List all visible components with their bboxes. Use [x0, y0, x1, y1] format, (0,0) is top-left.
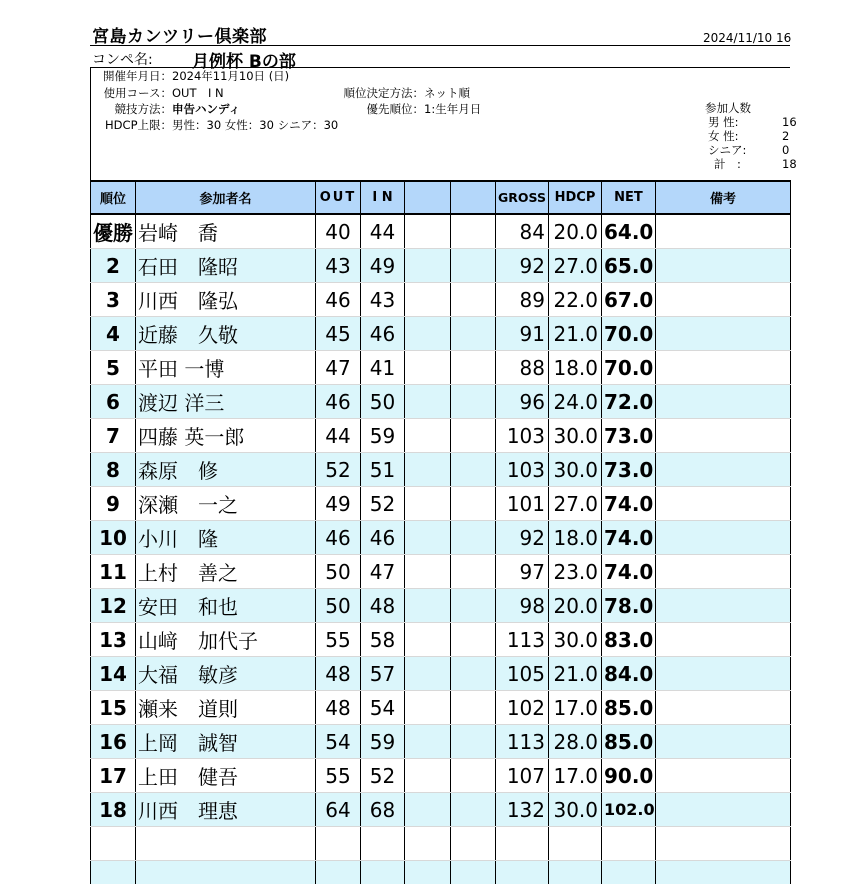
remarks-cell	[656, 317, 791, 351]
stat-total	[705, 157, 797, 171]
blank-cell	[405, 249, 451, 283]
stat-female-value: 2	[782, 129, 790, 143]
gross-cell: 84	[496, 214, 549, 249]
blank-cell	[451, 827, 496, 861]
out-cell: 44	[316, 419, 361, 453]
in-cell: 44	[361, 214, 405, 249]
table-row	[91, 249, 791, 283]
gross-cell: 101	[496, 487, 549, 521]
club-name: 宮島カンツリー倶楽部	[92, 27, 267, 47]
rank-cell: 11	[91, 555, 136, 589]
name-cell: 近藤 久敬	[136, 317, 316, 351]
table-row	[91, 759, 791, 793]
out-cell: 46	[316, 385, 361, 419]
info-ranking-label: 順位決定方法：	[343, 86, 424, 100]
table-row	[91, 283, 791, 317]
remarks-cell	[656, 555, 791, 589]
gross-cell: 107	[496, 759, 549, 793]
net-cell: 78.0	[602, 589, 656, 623]
info-course-label: 使用コース：	[103, 86, 172, 100]
remarks-cell	[656, 249, 791, 283]
gross-cell: 113	[496, 725, 549, 759]
rank-cell: 17	[91, 759, 136, 793]
table-row	[91, 351, 791, 385]
net-cell: 90.0	[602, 759, 656, 793]
info-method-label: 競技方法：	[114, 102, 172, 116]
print-date: 2024/11/10 16	[703, 31, 792, 45]
blank-cell	[451, 453, 496, 487]
out-cell: 48	[316, 657, 361, 691]
name-cell: 石田 隆昭	[136, 249, 316, 283]
stat-male-value: 16	[782, 115, 797, 129]
stat-male	[705, 115, 797, 129]
hdcp-cell: 30.0	[549, 453, 602, 487]
info-date	[96, 68, 289, 84]
in-cell: 51	[361, 453, 405, 487]
net-cell: 70.0	[602, 351, 656, 385]
name-cell: 上岡 誠智	[136, 725, 316, 759]
blank-cell	[405, 725, 451, 759]
stat-total-label: 計 :	[714, 157, 741, 171]
in-cell: 46	[361, 317, 405, 351]
header-net: NET	[602, 181, 656, 214]
in-cell: 48	[361, 589, 405, 623]
gross-cell: 88	[496, 351, 549, 385]
header-gross: GROSS	[496, 181, 549, 214]
table-row	[91, 487, 791, 521]
rank-cell: 5	[91, 351, 136, 385]
in-cell	[361, 827, 405, 861]
name-cell: 上田 健吾	[136, 759, 316, 793]
info-priority	[330, 101, 481, 117]
name-cell: 森原 修	[136, 453, 316, 487]
empty-row	[91, 861, 791, 884]
info-method	[96, 101, 240, 117]
blank-cell	[451, 351, 496, 385]
gross-cell: 96	[496, 385, 549, 419]
compe-name: 月例杯 Bの部	[192, 52, 296, 72]
table-row	[91, 657, 791, 691]
results-body	[91, 214, 791, 884]
hdcp-cell: 21.0	[549, 657, 602, 691]
table-row	[91, 793, 791, 827]
blank-cell	[405, 283, 451, 317]
remarks-cell	[656, 725, 791, 759]
net-cell: 73.0	[602, 453, 656, 487]
remarks-cell	[656, 793, 791, 827]
name-cell: 瀬来 道則	[136, 691, 316, 725]
name-cell: 川西 隆弘	[136, 283, 316, 317]
table-row	[91, 453, 791, 487]
net-cell: 83.0	[602, 623, 656, 657]
name-cell: 山﨑 加代子	[136, 623, 316, 657]
in-cell: 68	[361, 793, 405, 827]
rank-cell: 16	[91, 725, 136, 759]
gross-cell: 97	[496, 555, 549, 589]
gross-cell	[496, 861, 549, 884]
in-cell: 59	[361, 419, 405, 453]
net-cell: 64.0	[602, 214, 656, 249]
rank-cell: 6	[91, 385, 136, 419]
rank-cell: 3	[91, 283, 136, 317]
out-cell: 54	[316, 725, 361, 759]
blank-cell	[451, 555, 496, 589]
info-ranking	[330, 85, 470, 101]
gross-cell	[496, 827, 549, 861]
blank-cell	[451, 725, 496, 759]
blank-cell	[405, 317, 451, 351]
blank-cell	[405, 623, 451, 657]
hdcp-cell: 24.0	[549, 385, 602, 419]
out-cell: 55	[316, 759, 361, 793]
info-frame-left	[90, 67, 91, 180]
remarks-cell	[656, 691, 791, 725]
info-hdcp-label: HDCP上限：	[105, 118, 172, 132]
hdcp-cell: 22.0	[549, 283, 602, 317]
gross-cell: 132	[496, 793, 549, 827]
rank-cell	[91, 861, 136, 884]
remarks-cell	[656, 453, 791, 487]
table-row	[91, 317, 791, 351]
net-cell: 72.0	[602, 385, 656, 419]
stat-senior	[705, 143, 797, 157]
table-row	[91, 589, 791, 623]
stat-senior-value: 0	[782, 143, 790, 157]
rank-cell: 15	[91, 691, 136, 725]
hdcp-cell: 27.0	[549, 487, 602, 521]
info-course	[96, 85, 224, 101]
remarks-cell	[656, 521, 791, 555]
header-in: I N	[361, 181, 405, 214]
remarks-cell	[656, 419, 791, 453]
table-row	[91, 691, 791, 725]
blank-cell	[405, 453, 451, 487]
name-cell: 平田 一博	[136, 351, 316, 385]
out-cell	[316, 861, 361, 884]
in-cell	[361, 861, 405, 884]
gross-cell: 91	[496, 317, 549, 351]
in-cell: 46	[361, 521, 405, 555]
blank-cell	[405, 419, 451, 453]
remarks-cell	[656, 214, 791, 249]
out-cell: 45	[316, 317, 361, 351]
name-cell: 渡辺 洋三	[136, 385, 316, 419]
stat-female	[705, 129, 797, 143]
info-priority-label: 優先順位：	[366, 102, 424, 116]
hdcp-cell: 23.0	[549, 555, 602, 589]
info-method-value: 申告ハンディ	[172, 102, 241, 116]
in-cell: 52	[361, 759, 405, 793]
blank-cell	[451, 657, 496, 691]
in-cell: 57	[361, 657, 405, 691]
out-cell: 46	[316, 283, 361, 317]
net-cell: 74.0	[602, 555, 656, 589]
in-cell: 43	[361, 283, 405, 317]
gross-cell: 98	[496, 589, 549, 623]
name-cell: 安田 和也	[136, 589, 316, 623]
blank-cell	[405, 385, 451, 419]
hdcp-cell: 20.0	[549, 214, 602, 249]
header-rank: 順位	[91, 181, 136, 214]
stat-male-label: 男 性:	[708, 115, 739, 129]
out-cell: 49	[316, 487, 361, 521]
hdcp-cell: 30.0	[549, 419, 602, 453]
stat-total-value: 18	[782, 157, 797, 171]
net-cell: 85.0	[602, 725, 656, 759]
blank-cell	[451, 214, 496, 249]
hdcp-cell: 28.0	[549, 725, 602, 759]
blank-cell	[405, 214, 451, 249]
hdcp-cell	[549, 827, 602, 861]
hdcp-cell: 20.0	[549, 589, 602, 623]
compe-row	[90, 46, 790, 72]
out-cell: 50	[316, 555, 361, 589]
in-cell: 52	[361, 487, 405, 521]
info-course-value: OUT I N	[172, 86, 224, 100]
blank-cell	[451, 317, 496, 351]
remarks-cell	[656, 623, 791, 657]
name-cell: 深瀬 一之	[136, 487, 316, 521]
in-cell: 49	[361, 249, 405, 283]
in-cell: 47	[361, 555, 405, 589]
hdcp-cell: 17.0	[549, 691, 602, 725]
blank-cell	[451, 861, 496, 884]
header-name: 参加者名	[136, 181, 316, 214]
out-cell: 43	[316, 249, 361, 283]
header-remarks: 備考	[656, 181, 791, 214]
rank-cell	[91, 827, 136, 861]
name-cell: 大福 敏彦	[136, 657, 316, 691]
rank-cell: 8	[91, 453, 136, 487]
net-cell: 67.0	[602, 283, 656, 317]
header-out: OUT	[316, 181, 361, 214]
blank-cell	[451, 623, 496, 657]
out-cell	[316, 827, 361, 861]
blank-cell	[451, 759, 496, 793]
hdcp-cell: 27.0	[549, 249, 602, 283]
out-cell: 47	[316, 351, 361, 385]
stat-senior-label: シニア:	[708, 143, 747, 157]
hdcp-cell: 17.0	[549, 759, 602, 793]
info-ranking-value: ネット順	[424, 86, 470, 100]
rank-cell: 18	[91, 793, 136, 827]
remarks-cell	[656, 589, 791, 623]
remarks-cell	[656, 385, 791, 419]
info-hdcp	[96, 117, 338, 133]
hdcp-cell	[549, 861, 602, 884]
info-priority-value: 1:生年月日	[424, 102, 482, 116]
out-cell: 52	[316, 453, 361, 487]
header-blank-2	[451, 181, 496, 214]
rank-cell: 2	[91, 249, 136, 283]
out-cell: 40	[316, 214, 361, 249]
net-cell: 65.0	[602, 249, 656, 283]
net-cell: 74.0	[602, 487, 656, 521]
in-cell: 59	[361, 725, 405, 759]
in-cell: 50	[361, 385, 405, 419]
blank-cell	[451, 487, 496, 521]
net-cell: 74.0	[602, 521, 656, 555]
info-date-value: 2024年11月10日 (日)	[172, 69, 290, 83]
rank-cell: 12	[91, 589, 136, 623]
remarks-cell	[656, 283, 791, 317]
blank-cell	[405, 691, 451, 725]
info-date-label: 開催年月日：	[103, 69, 172, 83]
out-cell: 50	[316, 589, 361, 623]
table-row	[91, 521, 791, 555]
participant-stats	[705, 101, 797, 171]
remarks-cell	[656, 861, 791, 884]
name-cell	[136, 861, 316, 884]
gross-cell: 89	[496, 283, 549, 317]
header-blank-1	[405, 181, 451, 214]
out-cell: 55	[316, 623, 361, 657]
gross-cell: 103	[496, 453, 549, 487]
out-cell: 64	[316, 793, 361, 827]
gross-cell: 103	[496, 419, 549, 453]
blank-cell	[405, 657, 451, 691]
blank-cell	[405, 827, 451, 861]
header-hdcp: HDCP	[549, 181, 602, 214]
blank-cell	[405, 351, 451, 385]
blank-cell	[451, 691, 496, 725]
remarks-cell	[656, 827, 791, 861]
stat-female-label: 女 性:	[708, 129, 739, 143]
rank-cell: 10	[91, 521, 136, 555]
blank-cell	[405, 759, 451, 793]
blank-cell	[451, 793, 496, 827]
results-table	[90, 180, 791, 884]
table-row	[91, 214, 791, 249]
gross-cell: 102	[496, 691, 549, 725]
out-cell: 48	[316, 691, 361, 725]
blank-cell	[451, 283, 496, 317]
net-cell: 73.0	[602, 419, 656, 453]
blank-cell	[451, 385, 496, 419]
gross-cell: 92	[496, 521, 549, 555]
rank-cell: 7	[91, 419, 136, 453]
table-row	[91, 623, 791, 657]
gross-cell: 105	[496, 657, 549, 691]
table-row	[91, 419, 791, 453]
rank-cell: 13	[91, 623, 136, 657]
hdcp-cell: 30.0	[549, 623, 602, 657]
name-cell: 小川 隆	[136, 521, 316, 555]
name-cell: 川西 理恵	[136, 793, 316, 827]
hdcp-cell: 18.0	[549, 351, 602, 385]
in-cell: 41	[361, 351, 405, 385]
blank-cell	[405, 521, 451, 555]
blank-cell	[451, 249, 496, 283]
net-cell	[602, 861, 656, 884]
blank-cell	[451, 419, 496, 453]
blank-cell	[451, 589, 496, 623]
rank-cell: 9	[91, 487, 136, 521]
blank-cell	[405, 793, 451, 827]
in-cell: 54	[361, 691, 405, 725]
blank-cell	[405, 555, 451, 589]
name-cell	[136, 827, 316, 861]
participants-title: 参加人数	[705, 101, 751, 115]
name-cell: 四藤 英一郎	[136, 419, 316, 453]
remarks-cell	[656, 351, 791, 385]
blank-cell	[405, 487, 451, 521]
hdcp-cell: 21.0	[549, 317, 602, 351]
blank-cell	[405, 589, 451, 623]
name-cell: 岩崎 喬	[136, 214, 316, 249]
rank-cell: 優勝	[91, 214, 136, 249]
blank-cell	[405, 861, 451, 884]
out-cell: 46	[316, 521, 361, 555]
net-cell: 70.0	[602, 317, 656, 351]
header-row	[91, 181, 791, 214]
rank-cell: 14	[91, 657, 136, 691]
in-cell: 58	[361, 623, 405, 657]
hdcp-cell: 30.0	[549, 793, 602, 827]
net-cell: 102.0	[602, 793, 656, 827]
blank-cell	[451, 521, 496, 555]
rank-cell: 4	[91, 317, 136, 351]
net-cell	[602, 827, 656, 861]
gross-cell: 92	[496, 249, 549, 283]
remarks-cell	[656, 487, 791, 521]
empty-row	[91, 827, 791, 861]
info-hdcp-value: 男性：30 女性：30 シニア：30	[172, 118, 339, 132]
net-cell: 84.0	[602, 657, 656, 691]
net-cell: 85.0	[602, 691, 656, 725]
gross-cell: 113	[496, 623, 549, 657]
hdcp-cell: 18.0	[549, 521, 602, 555]
name-cell: 上村 善之	[136, 555, 316, 589]
table-row	[91, 555, 791, 589]
remarks-cell	[656, 759, 791, 793]
table-row	[91, 385, 791, 419]
remarks-cell	[656, 657, 791, 691]
table-row	[91, 725, 791, 759]
compe-label: コンペ名:	[92, 52, 153, 68]
